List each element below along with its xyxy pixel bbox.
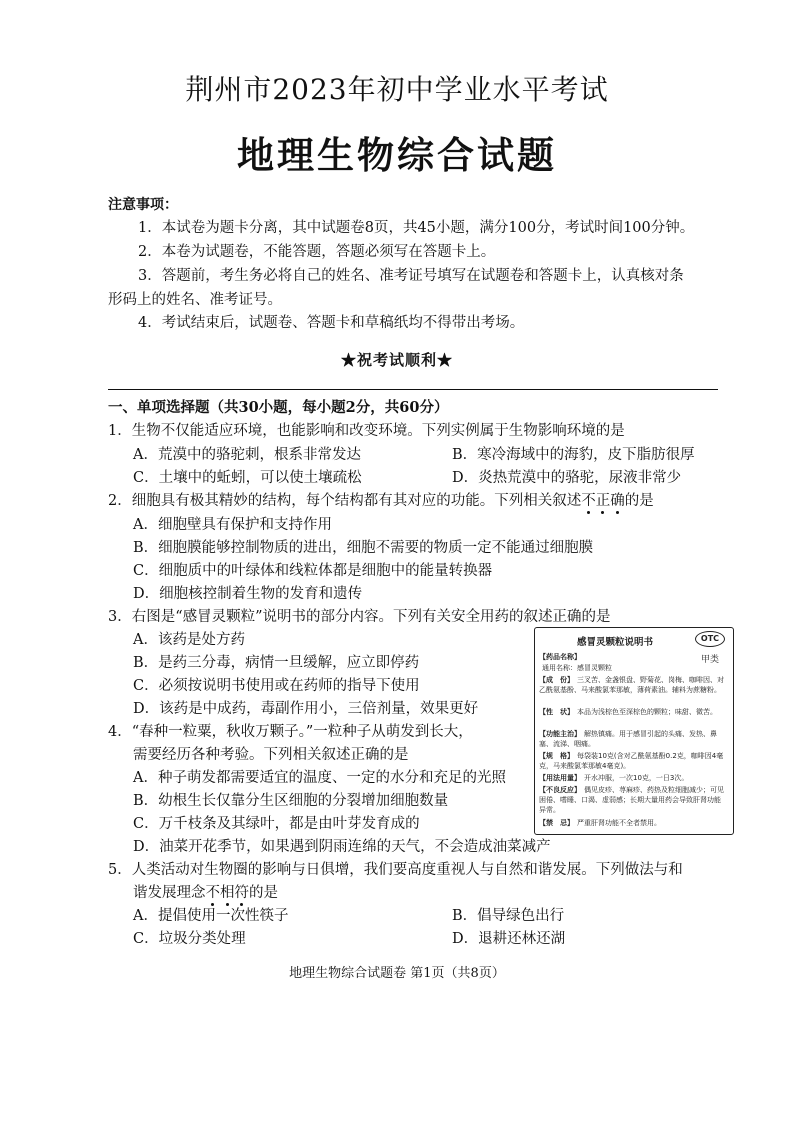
- q3-option-b: B．是药三分毒，病情一旦缓解，应立即停药: [133, 655, 420, 671]
- q2-option-a: A．细胞壁具有保护和支持作用: [133, 517, 332, 533]
- emphasis-char: 不: [581, 493, 596, 509]
- label-row-key: 【成 份】: [539, 676, 574, 684]
- q1-stem: 1．生物不仅能适应环境，也能影响和改变环境。下列实例属于生物影响环境的是: [108, 423, 625, 439]
- q3-option-c: C．必须按说明书使用或在药师的指导下使用: [133, 678, 420, 694]
- label-row-value: 本品为浅棕色至深棕色的颗粒；味甜、微苦。: [577, 708, 717, 716]
- q1-option-d: D．炎热荒漠中的骆驼，尿液非常少: [452, 470, 682, 486]
- emphasis-char: 确: [610, 493, 625, 509]
- emphasis-char: 符: [234, 885, 249, 901]
- q4-option-b: B．幼根生长仅靠分生区细胞的分裂增加细胞数量: [133, 793, 449, 809]
- exam-title-line2: 地理生物综合试题: [237, 133, 557, 177]
- note-item-2: 2．本卷为试题卷，不能答题，答题必须写在答题卡上。: [138, 244, 496, 260]
- q4-stem-line2: 需要经历各种考验。下列相关叙述正确的是: [133, 747, 409, 763]
- q5-stem-pre: 谐发展理念: [133, 885, 206, 901]
- label-row-value: 严重肝肾功能不全者禁用。: [577, 819, 661, 827]
- label-row: [539, 785, 727, 815]
- q2-stem-post: 的是: [624, 493, 654, 509]
- label-row: [539, 729, 727, 749]
- label-row-value: 通用名称：感冒灵颗粒: [542, 664, 612, 672]
- otc-badge: OTC: [695, 631, 725, 647]
- note-item-3: 3．答题前，考生务必将自己的姓名、准考证号填写在试题卷和答题卡上，认真核对条: [138, 268, 684, 284]
- label-row-value: 解热镇痛。用于感冒引起的头痛、发热、鼻塞、流涕、咽痛。: [539, 730, 717, 748]
- q5-option-c: C．垃圾分类处理: [133, 931, 246, 947]
- blessing-text: ★祝考试顺利★: [340, 351, 453, 369]
- label-row-value: 三叉苦、金盏银盘、野菊花、岗梅、咖啡因、对乙酰氨基酚、马来酸氯苯那敏，薄荷素油。辅料为蔗糖粉。: [539, 676, 724, 694]
- q5-stem-line1: 5．人类活动对生物圈的影响与日俱增，我们要高度重视人与自然和谐发展。下列做法与和: [108, 862, 683, 878]
- divider-line: [108, 389, 718, 390]
- q4-stem-line1: 4．“春种一粒粟，秋收万颗子。”一粒种子从萌发到长大，: [108, 724, 473, 740]
- label-row-key: 【性 状】: [539, 708, 574, 716]
- label-row-value: 每袋装10克(含对乙酰氨基酚0.2克，咖啡因4毫克，马来酸氯苯那敏4毫克)。: [539, 752, 724, 770]
- q4-option-a: A．种子萌发都需要适宜的温度、一定的水分和充足的光照: [133, 770, 506, 786]
- label-row: [539, 675, 727, 695]
- label-row: [539, 773, 727, 783]
- q3-option-d: D．该药是中成药，毒副作用小，三倍剂量，效果更好: [133, 701, 479, 717]
- emphasis-char: 相: [220, 885, 235, 901]
- section-title: 一、单项选择题（共30小题，每小题2分，共60分）: [108, 399, 449, 416]
- label-row: [539, 663, 727, 673]
- label-row-value: 开水冲服，一次10克，一日3次。: [584, 774, 689, 782]
- q5-stem-line2: [133, 882, 278, 904]
- q1-option-c: C．土壤中的蚯蚓，可以使土壤疏松: [133, 470, 362, 486]
- label-row-key: 【不良反应】: [539, 786, 581, 794]
- medicine-label-title: 感冒灵颗粒说明书: [576, 637, 653, 648]
- q1-option-b: B．寒冷海域中的海豹，皮下脂肪很厚: [452, 447, 695, 463]
- note-item-3-cont: 形码上的姓名、准考证号。: [108, 292, 282, 308]
- q5-option-a: A．提倡使用一次性筷子: [133, 908, 289, 924]
- q4-option-c: C．万千枝条及其绿叶，都是由叶芽发育成的: [133, 816, 420, 832]
- q5-option-d: D．退耕还林还湖: [452, 931, 566, 947]
- q2-option-d: D．细胞核控制着生物的发育和遗传: [133, 586, 363, 602]
- q3-option-a: A．该药是处方药: [133, 632, 245, 648]
- page-footer: 地理生物综合试题卷 第1页（共8页）: [289, 966, 505, 981]
- q4-option-d: D．油菜开花季节，如果遇到阴雨连绵的天气，不会造成油菜减产: [133, 839, 551, 855]
- note-item-1: 1．本试卷为题卡分离，其中试题卷8页，共45小题，满分100分，考试时间100分钟。: [138, 220, 695, 236]
- label-row: [539, 751, 727, 771]
- label-row: [539, 652, 679, 662]
- notes-heading: 注意事项：: [108, 197, 178, 213]
- q3-stem: 3．右图是“感冒灵颗粒”说明书的部分内容。下列有关安全用药的叙述正确的是: [108, 609, 611, 625]
- emphasis-char: 正: [595, 493, 611, 509]
- q5-stem-post: 的是: [249, 885, 278, 901]
- q1-option-a: A．荒漠中的骆驼刺，根系非常发达: [133, 447, 361, 463]
- medicine-label-figure: [534, 627, 734, 835]
- q2-option-c: C．细胞质中的叶绿体和线粒体都是细胞中的能量转换器: [133, 563, 493, 579]
- q2-stem: [108, 490, 654, 512]
- label-row-key: 【功能主治】: [539, 730, 581, 738]
- exam-title-line1: 荆州市2023年初中学业水平考试: [185, 73, 609, 106]
- q5-option-b: B．倡导绿色出行: [452, 908, 565, 924]
- label-row-key: 【规 格】: [539, 752, 574, 760]
- q2-option-b: B．细胞膜能够控制物质的进出，细胞不需要的物质一定不能通过细胞膜: [133, 540, 594, 556]
- label-row-key: 【用法用量】: [539, 774, 581, 782]
- label-row: [539, 707, 727, 717]
- label-row-key: 【禁 忌】: [539, 819, 574, 827]
- note-item-4: 4．考试结束后，试题卷、答题卡和草稿纸均不得带出考场。: [138, 315, 525, 331]
- medicine-class: 甲类: [700, 655, 719, 665]
- emphasis-char: 不: [205, 885, 220, 901]
- q2-stem-pre: 2．细胞具有极其精妙的结构，每个结构都有其对应的功能。下列相关叙述: [108, 493, 582, 509]
- label-row-value: 偶见皮疹、荨麻疹、药热及粒细胞减少；可见困倦、嗜睡、口渴、虚弱感；长期大量用药会导致肝肾功能异常。: [539, 786, 724, 814]
- label-row: [539, 818, 727, 828]
- label-row-key: 【药品名称】: [539, 653, 581, 661]
